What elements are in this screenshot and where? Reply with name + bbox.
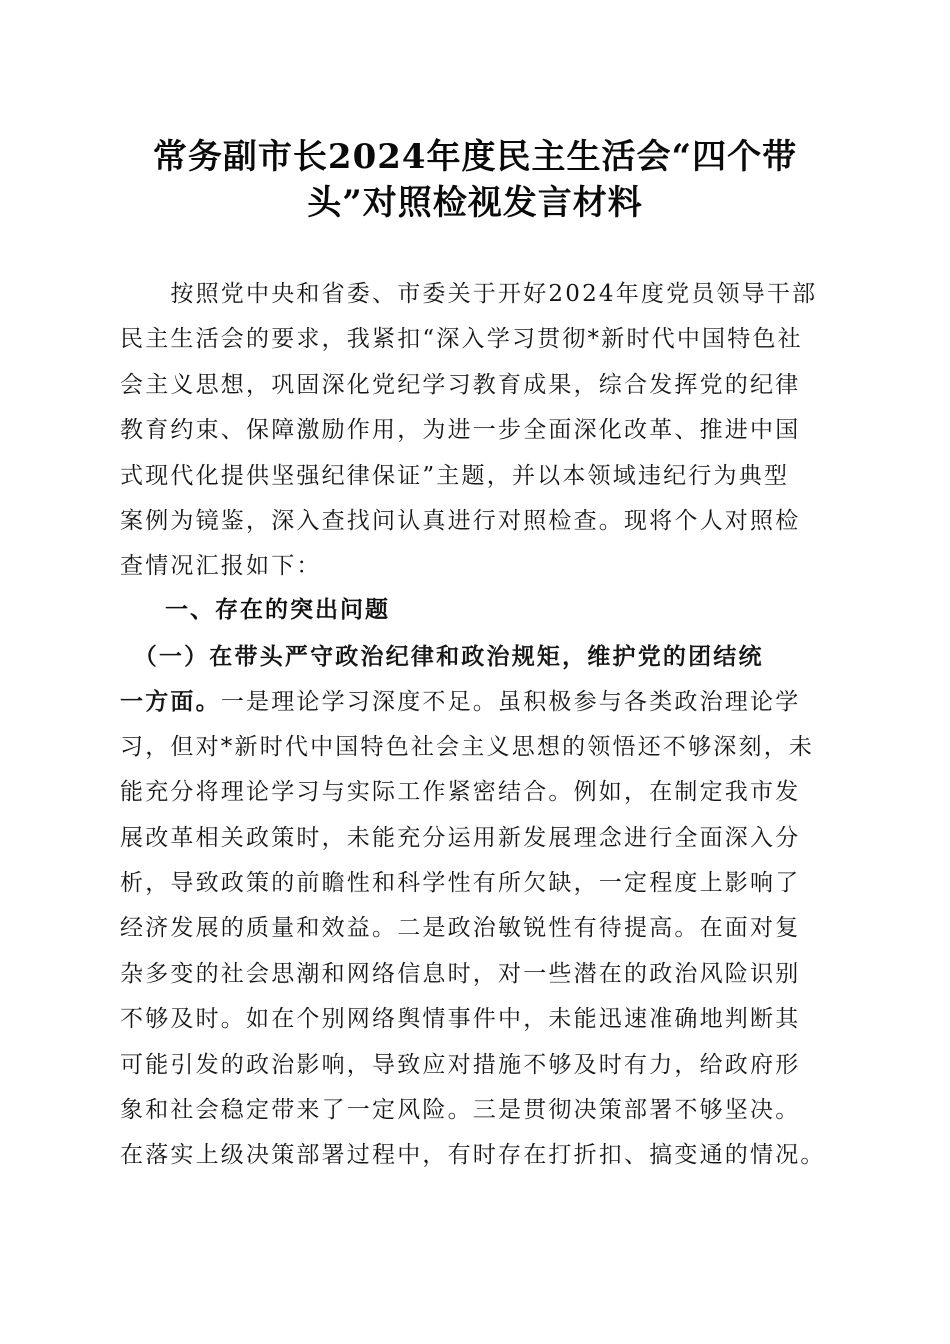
intro-line: 查情况汇报如下：	[120, 553, 322, 580]
section-1-lead: （一）在带头严守政治纪律和政治规矩，维护党的团结统	[120, 643, 764, 670]
section-1-line: 在落实上级决策部署过程中，有时存在打折扣、搞变通的情况。	[120, 1142, 826, 1169]
intro-line: 民主生活会的要求，我紧扣“深入学习贯彻*新时代中国特色社	[120, 326, 803, 353]
section-1-line-rest: 一是理论学习深度不足。虽积极参与各类政治理论学	[220, 689, 801, 716]
section-1-line: 展改革相关政策时，未能充分运用新发展理念进行全面深入分	[120, 824, 801, 851]
section-1-line: 可能引发的政治影响，导致应对措施不够及时有力，给政府形	[120, 1051, 801, 1078]
document-title	[120, 134, 830, 226]
title-line-1: 常务副市长2024年度民主生活会“四个带	[152, 137, 798, 177]
section-1-line: 能充分将理论学习与实际工作紧密结合。例如，在制定我市发	[120, 779, 801, 806]
intro-paragraph	[120, 272, 832, 590]
section-1-line: 象和社会稳定带来了一定风险。三是贯彻决策部署不够坚决。	[120, 1096, 801, 1123]
section-1-line: 杂多变的社会思潮和网络信息时，对一些潜在的政治风险识别	[120, 960, 801, 987]
intro-line: 按照党中央和省委、市委关于开好2024年度党员领导干部	[120, 281, 818, 307]
title-line-2: 头”对照检视发言材料	[307, 183, 643, 223]
section-1-line	[120, 679, 832, 724]
intro-line: 会主义思想，巩固深化党纪学习教育成果，综合发挥党的纪律	[120, 371, 801, 398]
section-1-line: 析，导致政策的前瞻性和科学性有所欠缺，一定程度上影响了	[120, 869, 801, 896]
section-1-line: 习，但对*新时代中国特色社会主义思想的领悟还不够深刻，未	[120, 733, 815, 760]
section-1-lead-end: 一方面。	[120, 688, 221, 716]
section-1-line: 不够及时。如在个别网络舆情事件中，未能迅速准确地判断其	[120, 1006, 801, 1033]
intro-line: 式现代化提供坚强纪律保证”主题，并以本领域违纪行为典型	[120, 462, 790, 489]
intro-line: 教育约束、保障激励作用，为进一步全面深化改革、推进中国	[120, 417, 801, 444]
section-1-line: 经济发展的质量和效益。二是政治敏锐性有待提高。在面对复	[120, 915, 801, 942]
intro-line: 案例为镜鉴，深入查找问认真进行对照检查。现将个人对照检	[120, 507, 801, 534]
section-heading-1: 一、存在的突出问题	[165, 597, 390, 623]
section-1-paragraph	[120, 634, 832, 1179]
